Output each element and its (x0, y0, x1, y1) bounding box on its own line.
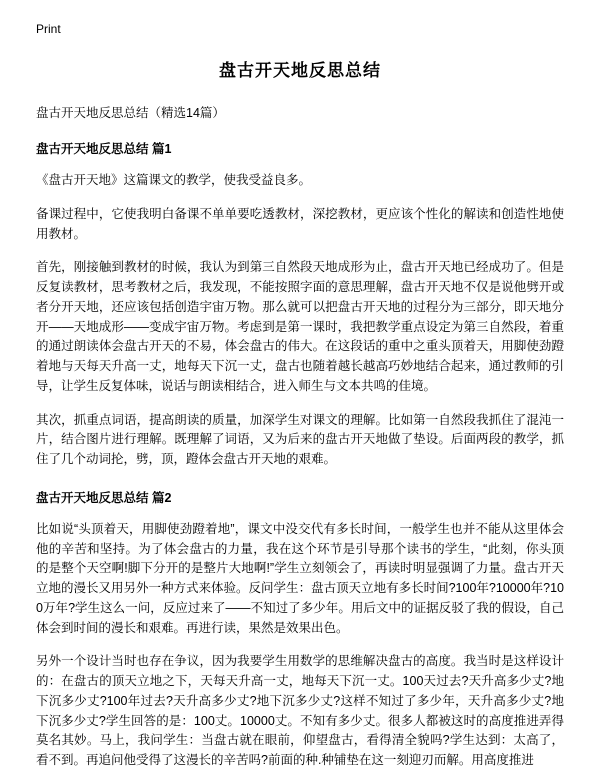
section-heading-1: 盘古开天地反思总结 篇1 (36, 142, 172, 156)
print-button[interactable]: Print (36, 22, 61, 36)
paragraph: 另外一个设计当时也存在争议，因为我要学生用数学的思维解决盘古的高度。我当时是这样设计的：在盘古的顶天立地之下，天每天升高一丈，地每天下沉一丈。100天过去?天升高多少丈?地下沉多少丈?100年过去?天升高多少丈?地下沉多少丈?这样不知过了多少年，天升高多少丈?地下沉多少丈?学生回答的是：100丈。10000丈。不知有多少丈。很多人都被这时的高度推进弄得莫名其妙。马上，我问学生：当盘古就在眼前，仰望盘古，看得清全貌吗?学生达到：太高了，看不到。再追问他受得了这漫长的辛苦吗?前面的种.种铺垫在这一刻迎刃而解。用高度推进 (36, 654, 564, 767)
doc-subtitle: 盘古开天地反思总结（精选14篇） (36, 106, 225, 120)
section-heading-2: 盘古开天地反思总结 篇2 (36, 490, 172, 505)
paragraph: 《盘古开天地》这篇课文的教学，使我受益良多。 (36, 173, 312, 187)
paragraph: 比如说“头顶着天，用脚使劲蹬着地”，课文中没交代有多长时间，一般学生也并不能从这里体会他的辛苦和坚持。为了体会盘古的力量，我在这个环节是引导那个读书的学生，“此刻，你头顶的是整个天空啊!脚下分开的是整片大地啊!”学生立刻领会了，再读时明显强调了力量。盘古开天立地的漫长又用另外一种方式来体验。反问学生：盘古顶天立地有多长时间?100年?10000年?100万年?学生这么一问，反应过来了——不知过了多少年。用后文中的证据反驳了我的假设，自己体会到时间的漫长和艰难。再进行读，果然是效果出色。 (36, 521, 564, 635)
page-title: 盘古开天地反思总结 (219, 61, 381, 80)
paragraph: 其次，抓重点词语，提高朗读的质量，加深学生对课文的理解。比如第一自然段我抓住了混沌一片，结合图片进行理解。既理解了词语，又为后来的盘古开天地做了垫设。后面两段的教学，抓住了几个动词抡，劈，顶，蹬体会盘古开天地的艰难。 (36, 412, 564, 466)
paragraph: 首先，刚接触到教材的时候，我认为到第三自然段天地成形为止，盘古开天地已经成功了。但是反复读教材，思考教材之后，我发现，不能按照字面的意思理解，盘古开天地不仅是说他劈开或者分开天地，还应该包括创造宇宙万物。那么就可以把盘古开天地的过程分为三部分，即天地分开——天地成形——变成宇宙万物。考虑到是第一课时，我把教学重点设定为第三自然段，着重的通过朗读体会盘古开天的不易，体会盘古的伟大。在这段话的重中之重头顶着天，用脚使劲蹬着地与天每天升高一丈，地每天下沉一丈，盘古也随着越长越高巧妙地结合起来，通过教师的引导，让学生反复体味，说话与朗读相结合，进入师生与文本共鸣的佳境。 (36, 260, 564, 393)
paragraph: 备课过程中，它使我明白备课不单单要吃透教材，深挖教材，更应该个性化的解读和创造性地使用教材。 (36, 206, 564, 241)
